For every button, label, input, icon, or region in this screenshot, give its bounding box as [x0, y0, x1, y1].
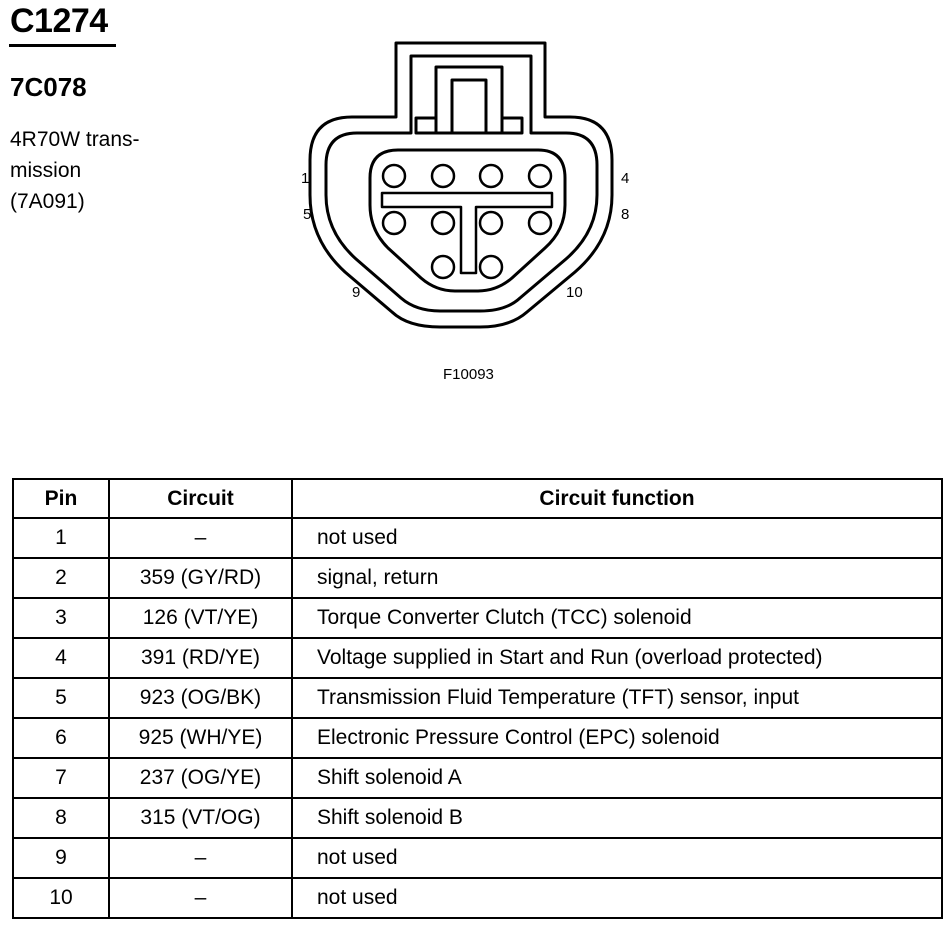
- table-row: [13, 558, 942, 598]
- pin-8-contact: [529, 212, 551, 234]
- circuit-cell: –: [109, 518, 292, 558]
- description-line: mission: [10, 159, 82, 182]
- pin-9-contact: [432, 256, 454, 278]
- pin-label: 5: [303, 206, 312, 223]
- contact-cavity: [370, 150, 565, 291]
- table-row: [13, 718, 942, 758]
- pin-2-contact: [432, 165, 454, 187]
- table-row: [13, 838, 942, 878]
- function-cell: Shift solenoid B: [292, 798, 942, 838]
- circuit-cell: 126 (VT/YE): [109, 598, 292, 638]
- circuit-cell: 237 (OG/YE): [109, 758, 292, 798]
- function-cell: Shift solenoid A: [292, 758, 942, 798]
- pin-cell: 3: [13, 598, 109, 638]
- latch-slot: [436, 67, 502, 133]
- table-row: [13, 638, 942, 678]
- latch-notch-left: [416, 118, 436, 133]
- pin-cell: 4: [13, 638, 109, 678]
- circuit-cell: 391 (RD/YE): [109, 638, 292, 678]
- description-line: 4R70W trans-: [10, 128, 140, 151]
- latch-notch-right: [502, 118, 522, 133]
- pinout-table: [12, 478, 943, 919]
- pin-contacts: [383, 165, 551, 278]
- pin-4-contact: [529, 165, 551, 187]
- latch-window: [452, 80, 486, 133]
- table-row: [13, 798, 942, 838]
- function-cell: not used: [292, 518, 942, 558]
- column-header-circuit: Circuit: [109, 479, 292, 518]
- pin-3-contact: [480, 165, 502, 187]
- connector-id: C1274: [10, 2, 108, 40]
- circuit-cell: –: [109, 878, 292, 918]
- pin-10-contact: [480, 256, 502, 278]
- table-row: [13, 758, 942, 798]
- function-cell: Voltage supplied in Start and Run (overload protected): [292, 638, 942, 678]
- description-line: (7A091): [10, 190, 85, 213]
- circuit-cell: 925 (WH/YE): [109, 718, 292, 758]
- pin-cell: 1: [13, 518, 109, 558]
- pin-5-contact: [383, 212, 405, 234]
- column-header-function: Circuit function: [292, 479, 942, 518]
- pin-label: 4: [621, 170, 630, 187]
- function-cell: signal, return: [292, 558, 942, 598]
- pin-cell: 5: [13, 678, 109, 718]
- pin-label: 1: [301, 170, 310, 187]
- function-cell: not used: [292, 878, 942, 918]
- circuit-cell: –: [109, 838, 292, 878]
- function-cell: not used: [292, 838, 942, 878]
- pin-cell: 7: [13, 758, 109, 798]
- circuit-cell: 923 (OG/BK): [109, 678, 292, 718]
- table-row: [13, 518, 942, 558]
- connector-face-diagram: [0, 0, 951, 400]
- column-header-pin: Pin: [13, 479, 109, 518]
- pin-1-contact: [383, 165, 405, 187]
- function-cell: Electronic Pressure Control (EPC) solenoid: [292, 718, 942, 758]
- pin-label: 10: [566, 284, 583, 301]
- circuit-cell: 315 (VT/OG): [109, 798, 292, 838]
- keying-t: [382, 193, 552, 273]
- pin-cell: 6: [13, 718, 109, 758]
- function-cell: Torque Converter Clutch (TCC) solenoid: [292, 598, 942, 638]
- pin-6-contact: [432, 212, 454, 234]
- table-row: [13, 598, 942, 638]
- pin-cell: 10: [13, 878, 109, 918]
- table-header-row: [13, 479, 942, 518]
- circuit-cell: 359 (GY/RD): [109, 558, 292, 598]
- table-row: [13, 678, 942, 718]
- part-number: 7C078: [10, 72, 87, 102]
- table-row: [13, 878, 942, 918]
- pin-cell: 9: [13, 838, 109, 878]
- pin-cell: 2: [13, 558, 109, 598]
- pin-cell: 8: [13, 798, 109, 838]
- pin-label: 9: [352, 284, 361, 301]
- function-cell: Transmission Fluid Temperature (TFT) sensor, input: [292, 678, 942, 718]
- pin-label: 8: [621, 206, 630, 223]
- pin-7-contact: [480, 212, 502, 234]
- figure-id: F10093: [443, 366, 494, 383]
